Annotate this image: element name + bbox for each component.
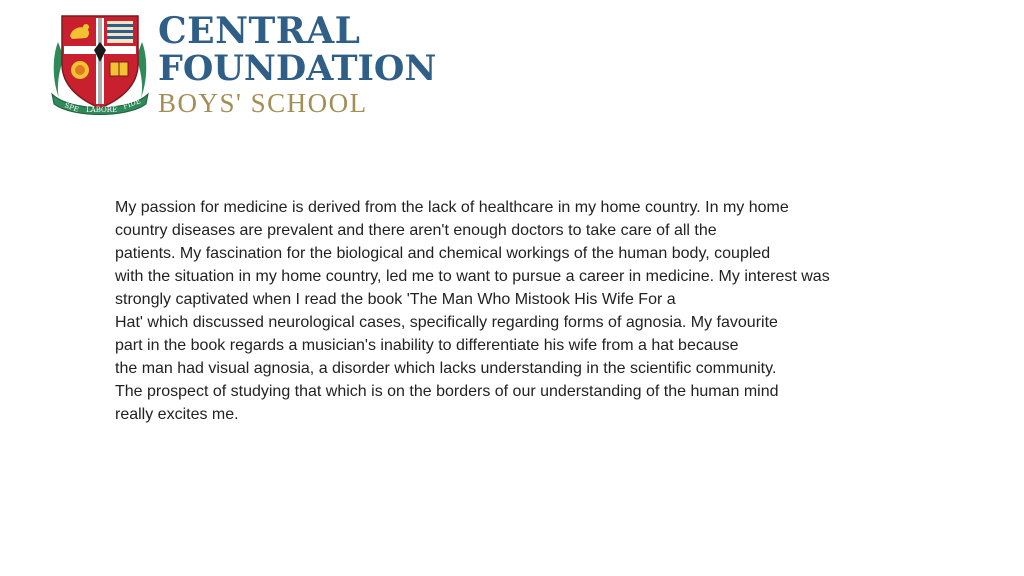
logo-line-foundation: FOUNDATION (158, 48, 437, 89)
personal-statement-text (115, 196, 935, 426)
school-crest-icon (50, 12, 150, 116)
statement-line: part in the book regards a musician's inability to differentiate his wife from a hat because (115, 337, 739, 354)
statement-line: My passion for medicine is derived from the lack of healthcare in my home country. In my home (115, 199, 789, 216)
crest-motto-left: SPE (63, 101, 80, 114)
statement-line: the man had visual agnosia, a disorder which lacks understanding in the scientific community. (115, 360, 777, 377)
school-wordmark (158, 12, 448, 118)
statement-line: country diseases are prevalent and there aren't enough doctors to take care of all the (115, 222, 717, 239)
logo-line-central: CENTRAL (158, 10, 361, 52)
crest-motto-center: LABORE (86, 106, 118, 114)
school-logo (50, 12, 450, 118)
statement-line: really excites me. (115, 406, 239, 423)
logo-line-boys-school: BOYS' SCHOOL (158, 88, 368, 118)
crest-motto-right: FIDE (121, 97, 142, 111)
statement-line: with the situation in my home country, led me to want to pursue a career in medicine. My interest was (115, 268, 830, 285)
statement-line: Hat' which discussed neurological cases, specifically regarding forms of agnosia. My favourite (115, 314, 778, 331)
statement-line: The prospect of studying that which is on the borders of our understanding of the human mind (115, 383, 779, 400)
statement-line: strongly captivated when I read the book 'The Man Who Mistook His Wife For a (115, 291, 676, 308)
statement-line: patients. My fascination for the biological and chemical workings of the human body, coupled (115, 245, 771, 262)
